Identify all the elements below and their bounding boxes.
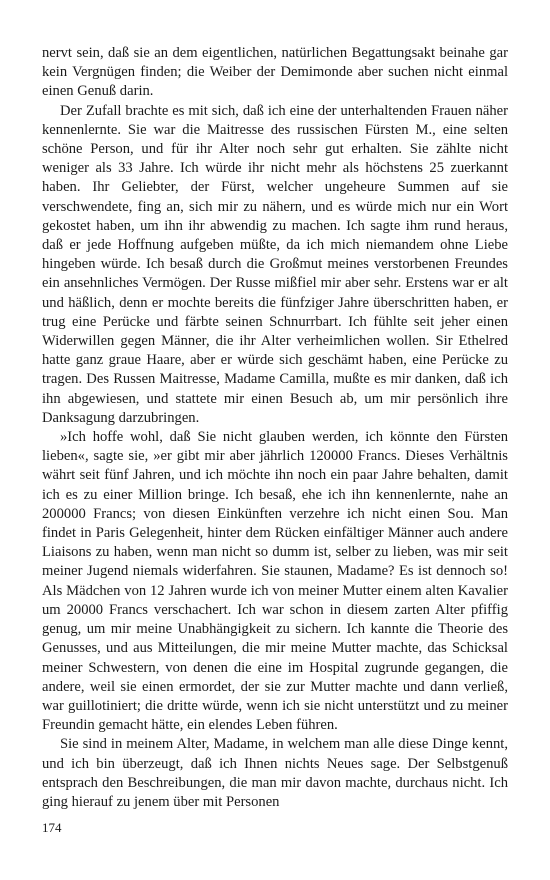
paragraph-3: »Ich hoffe wohl, daß Sie nicht glauben werden, ich könnte den Fürsten lieben«, sagte sie, »er gibt mir aber jährlich 120000 Francs. Dieses Verhältnis währt seit fünf Jahren, und ich möchte ihn noch ein paar Jahre behalten, damit ich es zu einer Million bringe. Ich besaß, ehe ich ihn kennenlernte, nahe an 200000 Francs; von diesen Einkünften verzehre ich nicht einen Sou. Man findet in Paris Gelegenheit, hinter dem Rücken einfältiger Männer auch andere Liaisons zu haben, wenn man nicht so dumm ist, selber zu lieben, was mir seit meiner Jugend niemals widerfahren. Sie staunen, Madame? Es ist dennoch so! Als Mädchen von 12 Jahren wurde ich von meiner Mutter einem alten Kavalier um 20000 Francs verschachert. Ich war schon in diesem zarten Alter pfiffig genug, um mir meine Unabhängigkeit zu sichern. Ich kannte die Theorie des Genusses, und aus Mitteilungen, die mir meine Mutter machte, das Schicksal meiner Schwestern, von denen die eine im Hospital zugrunde gegangen, die andere, weil sie einen ermordet, der sie zur Mutter machte und dann verließ, war guillotiniert; die dritte würde, wenn ich sie nicht unterstützt und zu meiner Freundin gemacht hätte, ein elendes Leben führen. [42,429,508,734]
body-text [42,44,508,812]
page-number: 174 [42,820,62,835]
paragraph-1: nervt sein, daß sie an dem eigentlichen, natürlichen Begattungsakt beinahe gar kein Vergnügen finden; die Weiber der Demimonde aber suchen nicht einmal einen Genuß darin. [42,45,508,100]
paragraph-4: Sie sind in meinem Alter, Madame, in welchem man alle diese Dinge kennt, und ich bin überzeugt, daß ich Ihnen nichts Neues sage. Der Selbstgenuß entsprach den Beschreibungen, die man mir davon machte, durchaus nicht. Ich ging hierauf zu jenem über mit Personen [42,736,508,810]
paragraph-2: Der Zufall brachte es mit sich, daß ich eine der unterhaltenden Frauen näher kennenlernte. Sie war die Maitresse des russischen Fürsten M., eine selten schöne Person, und für ihr Alter noch sehr gut erhalten. Sie zählte nicht weniger als 33 Jahre. Ich würde ihr nicht mehr als höchstens 25 zuerkannt haben. Ihr Geliebter, der Fürst, welcher ungeheure Summen auf sie verschwendete, fing an, sich mir zu nähern, und es würde mich nur ein Wort gekostet haben, um ihn ihr abwendig zu machen. Ich sagte ihm rund heraus, daß er jede Hoffnung aufgeben müßte, da ich mich niemandem ohne Liebe hingeben würde. Ich besaß durch die Großmut meines verstorbenen Freundes ein ansehnliches Vermögen. Der Russe mißfiel mir aber sehr. Erstens war er alt und häßlich, denn er mochte bereits die fünfziger Jahre überschritten haben, er trug eine Perücke und färbte seinen Schnurrbart. Ich fühlte seit jeher einen Widerwillen gegen Männer, die ihr Alter verheimlichen wollen. Sir Ethelred hatte ganz graue Haare, aber er würde sich geschämt haben, eine Perücke zu tragen. Des Russen Maitresse, Madame Camilla, mußte es mir danken, daß ich ihn abgewiesen, und stattete mir einen Besuch ab, um mir persönlich ihre Danksagung darzubringen. [42,102,508,426]
